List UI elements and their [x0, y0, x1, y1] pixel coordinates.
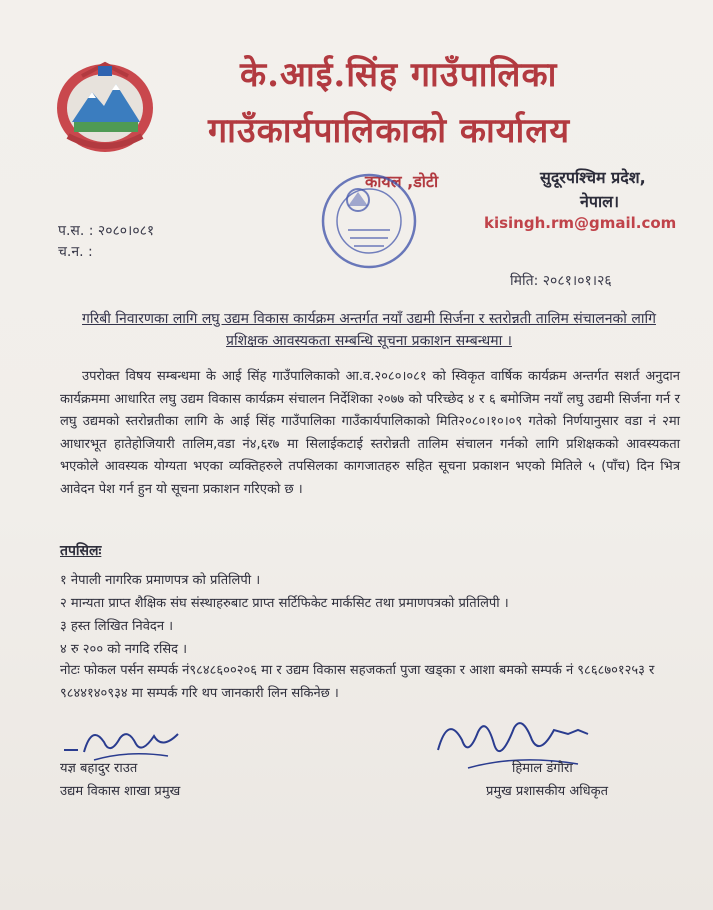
left-signatory-title: उद्यम विकास शाखा प्रमुख [60, 784, 181, 799]
office-email: kisingh.rm@gmail.com [484, 214, 677, 232]
letter-number: प.स. : २०८०।०८१ [58, 223, 155, 239]
list-item: ३ हस्त लिखित निवेदन । [60, 619, 174, 634]
letter-body: उपरोक्त विषय सम्बन्धमा के आई सिंह गाउँपालिकाको आ.व.२०८०।०८१ को स्विकृत वार्षिक कार्यक्रम अन्तर्गत सशर्त अनुदान कार्यक्रममा आधारित लघु उद्यम विकास कार्यक्रम संचालन निर्देशिका २०७७ को परिच्छेद ४ र ६ बमोजिम नयाँ लघु उद्यमी सिर्जना गर्न र लघु उद्यमको स्तरोन्नतीका लागि के आई सिंह गाउँपालिका गाउँकार्यपालिकाको मिति२०८०।१०।०९ गतेको निर्णयानुसार वडा नं २मा आधारभूत हातेहोजियारी तालिम,वडा नं४,६र७ मा सिलाईकटाई स्तरोन्नती तालिम संचालन गर्नको लागि प्रशिक्षकको आवस्यकता भएकोले आवस्यक योग्यता भएका व्यक्तिहरुले तपसिलका कागजातहरु सहित सूचना प्रकाशन भएको मितिले ५ (पाँच) दिन भित्र आवेदन पेश गर्न हुन यो सूचना प्रकाशन गरिएको छ । [60, 369, 680, 497]
letter-date: मिति: २०८१।०१।२६ [510, 273, 612, 289]
dispatch-number: च.न. : [58, 244, 93, 260]
right-signatory-name: हिमाल डंगौरा [512, 761, 573, 776]
list-item: २ मान्यता प्राप्त शैक्षिक संघ संस्थाहरुबाट प्राप्त सर्टिफिकेट मार्कसिट तथा प्रमाणपत्रको प्रतिलिपी । [60, 596, 509, 611]
district-label: कायल ,डोटी [365, 172, 439, 191]
list-item: १ नेपाली नागरिक प्रमाणपत्र को प्रतिलिपी । [60, 573, 261, 588]
nepal-emblem-icon [52, 56, 158, 156]
office-title-line2: गाउँकार्यपालिकाको कार्यालय [208, 111, 571, 151]
country-label: नेपाल। [580, 192, 620, 211]
note-text: नोटः फोकल पर्सन सम्पर्क नं९८४८६००२०६ मा र उद्यम विकास सहजकर्ता पुजा खड्का र आशा बमको सम्पर्क नं ९८६८७०१२५३ र ९८४४१४०९३४ मा सम्पर्क गरि थप जानकारी लिन सकिनेछ । [60, 663, 655, 701]
office-title-line1: के.आई.सिंह गाउँपालिका [240, 55, 558, 95]
letter-subject: गरिबी निवारणका लागि लघु उद्यम विकास कार्यक्रम अन्तर्गत नयाँ उद्यमी सिर्जना र स्तरोन्नती तालिम संचालनको लागि प्रशिक्षक आवस्यकता सम्बन्धि सूचना प्रकाशन सम्बन्धमा । [82, 311, 656, 349]
tapsil-heading: तपसिलः [60, 543, 102, 559]
right-signatory-title: प्रमुख प्रशासकीय अधिकृत [486, 784, 609, 799]
province-label: सुदूरपश्चिम प्रदेश, [540, 168, 646, 187]
office-stamp-icon [318, 170, 420, 272]
list-item: ४ रु २०० को नगदि रसिद । [60, 642, 188, 657]
left-signatory-name: यज्ञ बहादुर राउत [60, 761, 138, 776]
